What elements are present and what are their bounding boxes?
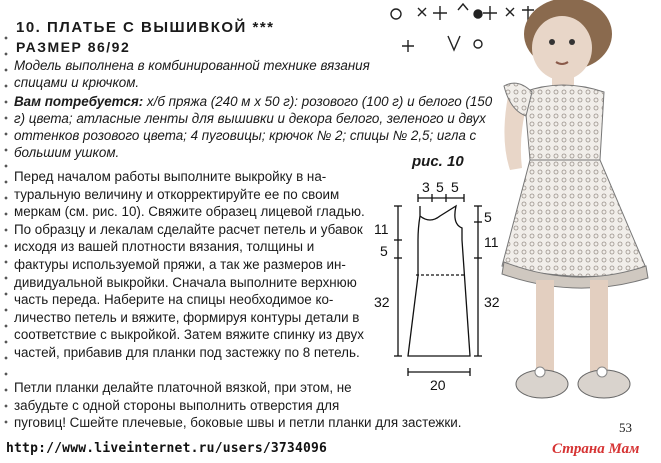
child-photo xyxy=(496,0,661,430)
instruction-line: личество петель и вяжите, формируя контуры детали в xyxy=(14,309,360,325)
dim-top-3: 5 xyxy=(451,179,459,195)
page-edge-dots xyxy=(3,30,9,430)
watermark-url: http://www.liveinternet.ru/users/3734096 xyxy=(6,441,328,456)
materials-label: Вам потребуется: xyxy=(14,94,144,109)
dress-outline xyxy=(408,206,470,356)
dress-pattern-diagram xyxy=(360,176,500,401)
dim-left-1: 11 xyxy=(374,221,389,237)
dim-bottom: 20 xyxy=(430,377,446,393)
figure-label: рис. 10 xyxy=(412,153,464,170)
dim-right-2: 11 xyxy=(484,234,499,250)
instruction-line: Петли планки делайте платочной вязкой, при этом, не xyxy=(14,380,352,395)
dim-left-3: 32 xyxy=(374,294,390,310)
instruction-line: туральную величину и откорректируйте ее по своим xyxy=(14,186,340,202)
instruction-line: фактуры используемой пряжи, а так же размеров ин- xyxy=(14,256,346,272)
instruction-line: соответствие с выкройкой. Затем вяжите спинку из двух xyxy=(14,327,364,343)
instruction-line: По образцу и лекалам сделайте расчет петель и убавок xyxy=(14,221,363,237)
instruction-line: забудьте с одной стороны выполнить отверстия для xyxy=(14,397,340,413)
instruction-line: дивидуальной выкройки. Сначала выполните верхнюю xyxy=(14,274,357,290)
intro-text: Модель выполнена в комбинированной технике вязания спицами и крючком. xyxy=(14,58,370,90)
instruction-line: Перед началом работы выполните выкройку в на- xyxy=(14,169,327,184)
instruction-line: меркам (см. рис. 10). Свяжите образец лицевой гладью. xyxy=(14,204,365,220)
dim-top-1: 3 xyxy=(422,179,430,195)
instructions-text xyxy=(14,168,370,362)
materials-paragraph xyxy=(14,93,504,161)
dim-left-2: 5 xyxy=(380,243,388,259)
dim-top-2: 5 xyxy=(436,179,444,195)
materials-text: х/б пряжа (240 м х 50 г): розового (100 г) и белого (150 г) цвета; атласные ленты для вышивки и декора белого, зеленого и двух оттенков розового цвета; 4 пуговицы; крючок № 2; спицы № 2,5; игла с большим ушком. xyxy=(14,94,493,160)
watermark-brand: Страна Мам xyxy=(552,441,640,457)
instruction-line: исходя из вашей плотности вязания, толщины и xyxy=(14,239,315,255)
dim-right-3: 32 xyxy=(484,294,500,310)
page-number: 53 xyxy=(619,420,632,435)
pattern-title: 10. ПЛАТЬЕ С ВЫШИВКОЙ *** xyxy=(16,19,275,36)
instruction-line: часть переда. Наберите на спицы необходимое ко- xyxy=(14,292,334,308)
instruction-line: частей, прибавив для планки под застежку по 8 петель. xyxy=(14,344,360,360)
dim-right-1: 5 xyxy=(484,209,492,225)
instruction-line: пуговиц! Сшейте плечевые, боковые швы и петли планки для застежки. xyxy=(14,415,462,431)
pattern-size: РАЗМЕР 86/92 xyxy=(16,39,131,55)
